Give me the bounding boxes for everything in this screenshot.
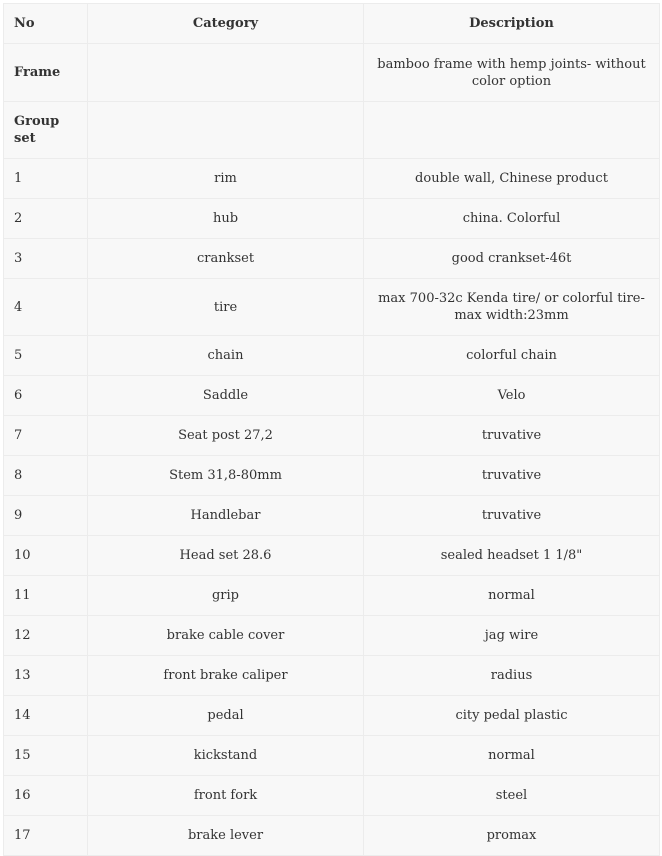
table-row xyxy=(4,416,660,456)
cell-category: rim xyxy=(88,159,364,199)
cell-description: steel xyxy=(364,776,660,816)
cell-category: hub xyxy=(88,199,364,239)
table-row xyxy=(4,336,660,376)
cell-description: china. Colorful xyxy=(364,199,660,239)
cell-no: 5 xyxy=(4,336,88,376)
cell-no: 17 xyxy=(4,816,88,856)
cell-no: 13 xyxy=(4,656,88,696)
cell-no: 12 xyxy=(4,616,88,656)
table-row xyxy=(4,616,660,656)
cell-category: tire xyxy=(88,279,364,336)
cell-category: pedal xyxy=(88,696,364,736)
cell-description: colorful chain xyxy=(364,336,660,376)
cell-description: truvative xyxy=(364,496,660,536)
cell-no: 7 xyxy=(4,416,88,456)
table-row xyxy=(4,376,660,416)
cell-description xyxy=(364,102,660,159)
table-row xyxy=(4,576,660,616)
cell-no: 16 xyxy=(4,776,88,816)
cell-category: crankset xyxy=(88,239,364,279)
header-description: Description xyxy=(364,4,660,44)
cell-description: double wall, Chinese product xyxy=(364,159,660,199)
cell-category xyxy=(88,102,364,159)
cell-description: normal xyxy=(364,736,660,776)
cell-no: 6 xyxy=(4,376,88,416)
cell-category: chain xyxy=(88,336,364,376)
cell-description: max 700-32c Kenda tire/ or colorful tire-max width:23mm xyxy=(364,279,660,336)
cell-description: truvative xyxy=(364,456,660,496)
cell-category: Stem 31,8-80mm xyxy=(88,456,364,496)
cell-category: kickstand xyxy=(88,736,364,776)
table-row xyxy=(4,496,660,536)
section-row-group-set xyxy=(4,102,660,159)
cell-description: city pedal plastic xyxy=(364,696,660,736)
section-row-frame xyxy=(4,44,660,102)
bike-spec-table xyxy=(3,3,660,856)
cell-no: 1 xyxy=(4,159,88,199)
table-row xyxy=(4,776,660,816)
cell-description: promax xyxy=(364,816,660,856)
table-row xyxy=(4,456,660,496)
cell-category: brake lever xyxy=(88,816,364,856)
table-row xyxy=(4,159,660,199)
section-label: Group set xyxy=(4,102,88,159)
cell-category: grip xyxy=(88,576,364,616)
table-row xyxy=(4,536,660,576)
table-row xyxy=(4,816,660,856)
table-header-row xyxy=(4,4,660,44)
cell-category: front fork xyxy=(88,776,364,816)
cell-description: bamboo frame with hemp joints- without color option xyxy=(364,44,660,102)
cell-no: 11 xyxy=(4,576,88,616)
header-category: Category xyxy=(88,4,364,44)
cell-description: sealed headset 1 1/8" xyxy=(364,536,660,576)
cell-category: front brake caliper xyxy=(88,656,364,696)
cell-category: Handlebar xyxy=(88,496,364,536)
cell-no: 14 xyxy=(4,696,88,736)
table-row xyxy=(4,199,660,239)
cell-category: Seat post 27,2 xyxy=(88,416,364,456)
table-row xyxy=(4,656,660,696)
cell-description: Velo xyxy=(364,376,660,416)
cell-category: Head set 28.6 xyxy=(88,536,364,576)
cell-no: 8 xyxy=(4,456,88,496)
cell-no: 2 xyxy=(4,199,88,239)
section-label: Frame xyxy=(4,44,88,102)
cell-no: 4 xyxy=(4,279,88,336)
table-row xyxy=(4,279,660,336)
cell-description: truvative xyxy=(364,416,660,456)
cell-description: radius xyxy=(364,656,660,696)
table-row xyxy=(4,696,660,736)
cell-description: normal xyxy=(364,576,660,616)
table-row xyxy=(4,736,660,776)
table-row xyxy=(4,239,660,279)
cell-category: Saddle xyxy=(88,376,364,416)
cell-description: good crankset-46t xyxy=(364,239,660,279)
cell-category xyxy=(88,44,364,102)
cell-no: 10 xyxy=(4,536,88,576)
cell-category: brake cable cover xyxy=(88,616,364,656)
cell-no: 3 xyxy=(4,239,88,279)
cell-no: 15 xyxy=(4,736,88,776)
cell-no: 9 xyxy=(4,496,88,536)
cell-description: jag wire xyxy=(364,616,660,656)
header-no: No xyxy=(4,4,88,44)
